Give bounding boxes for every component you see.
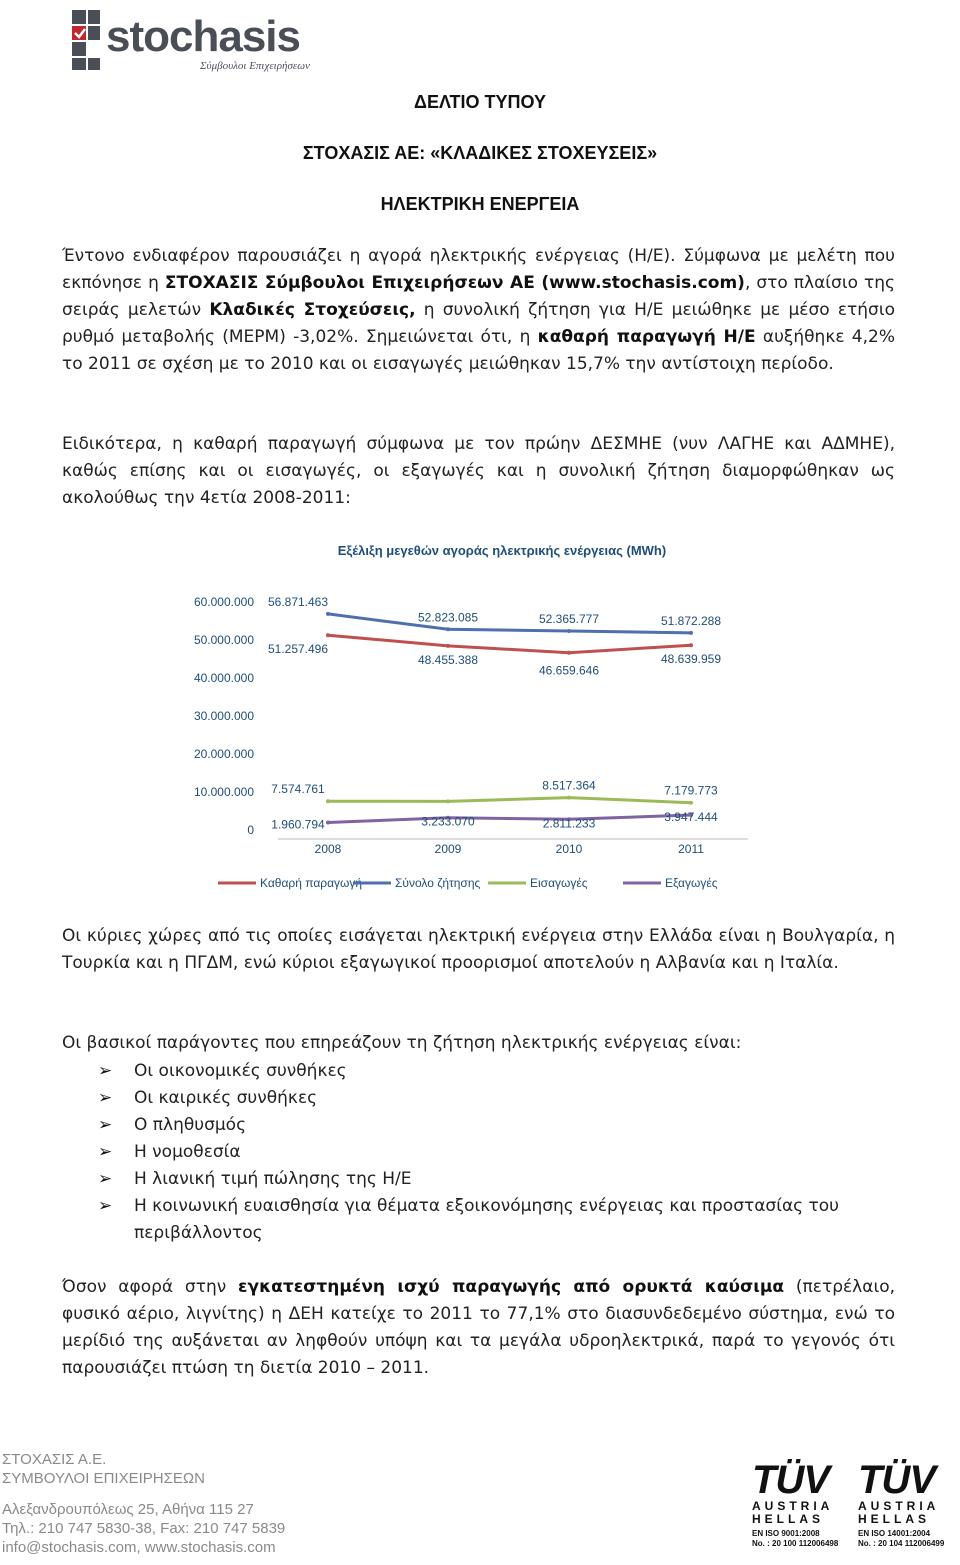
intro-text-4: αυξήθηκε 4,2% το 2011 σε σχέση με το 2010 και οι εισαγωγές μειώθηκαν 15,7% την αντίστοιχη περίοδο. (62, 327, 895, 374)
data-point (689, 631, 693, 635)
list-item (98, 1112, 895, 1139)
cert-standard: EN ISO 9001:2008 (752, 1529, 820, 1538)
series-line-4 (328, 815, 691, 823)
factors-list (98, 1058, 895, 1247)
footer-address: Αλεξανδρουπόλεως 25, Αθήνα 115 27 (2, 1501, 254, 1518)
cert-standard: EN ISO 14001:2004 (858, 1529, 931, 1538)
cert-number: No. : 20 100 112006498 (752, 1539, 839, 1548)
intro-net-production: καθαρή παραγωγή Η/Ε (537, 327, 756, 347)
data-label: 52.823.085 (417, 610, 479, 625)
arrow-bullet-icon: ➢ (98, 1115, 113, 1135)
cert-number: No. : 20 104 112006499 (858, 1539, 945, 1548)
data-point (326, 612, 330, 616)
arrow-bullet-icon: ➢ (98, 1142, 113, 1162)
footer-web: info@stochasis.com, www.stochasis.com (2, 1539, 276, 1556)
market-chart (180, 535, 780, 900)
cert-subtitle: AUSTRIA HELLAS (858, 1499, 939, 1526)
x-tick-label: 2008 (314, 842, 342, 856)
series-line-2 (328, 614, 691, 633)
capacity-paragraph (62, 1274, 895, 1382)
list-item-text: Η κοινωνική ευαισθησία για θέματα εξοικονόμησης ενέργειας και προστασίας του περιβάλλοντος (134, 1196, 840, 1243)
data-point (567, 629, 571, 633)
y-tick-label: 10.000.000 (193, 785, 254, 799)
intro-text-1: Έντονο ενδιαφέρον παρουσιάζει η αγορά ηλεκτρικής ενέργειας (Η/Ε). Σύμφωνα με μελέτη που εκπόνησε η (62, 246, 895, 293)
footer-tagline: ΣΥΜΒΟΥΛΟΙ ΕΠΙΧΕΙΡΗΣΕΩΝ (2, 1470, 205, 1487)
logo-wordmark: stochasis (106, 12, 300, 61)
footer-company: ΣΤΟΧΑΣΙΣ Α.Ε. (2, 1451, 107, 1468)
intro-text-2: , στο πλαίσιο της σειράς μελετών (62, 273, 895, 320)
legend-label: Εισαγωγές (530, 876, 588, 890)
data-point (567, 651, 571, 655)
data-label: 3.233.070 (421, 814, 475, 829)
data-label: 7.179.773 (664, 783, 718, 798)
data-label: 1.960.794 (271, 817, 325, 832)
data-label: 7.574.761 (271, 782, 325, 797)
y-tick-label: 20.000.000 (193, 747, 254, 761)
company-sector-title: ΣΤΟΧΑΣΙΣ ΑΕ: «ΚΛΑΔΙΚΕΣ ΣΤΟΧΕΥΣΕΙΣ» (302, 143, 658, 163)
list-item-text: Ο πληθυσμός (134, 1115, 247, 1135)
intro-series-name: Κλαδικές Στοχεύσεις, (209, 300, 416, 320)
logo-mark-icon (68, 8, 104, 72)
list-item-text: Οι καιρικές συνθήκες (134, 1088, 318, 1108)
capacity-highlight: εγκατεστημένη ισχύ παραγωγής από ορυκτά καύσιμα (238, 1277, 785, 1297)
legend-label: Σύνολο ζήτησης (395, 876, 481, 890)
data-point (446, 627, 450, 631)
tuv-logo: TÜV (752, 1458, 829, 1502)
tuv-logo: TÜV (858, 1458, 935, 1502)
x-tick-label: 2010 (555, 842, 583, 856)
chart-title: Εξέλιξη μεγεθών αγοράς ηλεκτρικής ενέργειας (MWh) (337, 543, 667, 558)
arrow-bullet-icon: ➢ (98, 1169, 113, 1189)
details-paragraph: Ειδικότερα, η καθαρή παραγωγή σύμφωνα με τον πρώην ΔΕΣΜΗΕ (νυν ΛΑΓΗΕ και ΑΔΜΗΕ), καθώς επίσης και οι εισαγωγές, οι εξαγωγές και η συνολική ζήτηση διαμορφώθηκαν ως ακολούθως την 4ετία 2008-2011: (62, 434, 895, 508)
list-item (98, 1166, 895, 1193)
list-item (98, 1193, 895, 1247)
countries-paragraph: Οι κύριες χώρες από τις οποίες εισάγεται ηλεκτρική ενέργεια στην Ελλάδα είναι η Βουλγαρία, η Τουρκία και η ΠΓΔΜ, ενώ κύριοι εξαγωγικοί προορισμοί αποτελούν η Αλβανία και η Ιταλία. (62, 926, 895, 973)
data-label: 46.659.646 (538, 663, 600, 678)
capacity-text-2: (πετρέλαιο, φυσικό αέριο, λιγνίτης) η ΔΕΗ κατείχε το 2011 το 77,1% στο διασυνδεδεμένο σύστημα, ενώ το μερίδιό της αυξάνεται αν ληφθούν υπόψη και τα μεγάλα υδροηλεκτρικά, παρά το γεγονός ότι παρουσιάζει πτώση τη διετία 2010 – 2011. (62, 1277, 896, 1378)
intro-company-link: ΣΤΟΧΑΣΙΣ Σύμβουλοι Επιχειρήσεων ΑΕ (www.stochasis.com) (164, 273, 745, 293)
y-tick-label: 50.000.000 (193, 633, 254, 647)
list-item (98, 1085, 895, 1112)
sector-title: ΗΛΕΚΤΡΙΚΗ ΕΝΕΡΓΕΙΑ (380, 194, 580, 214)
legend-label: Καθαρή παραγωγή (260, 876, 363, 890)
y-tick-label: 30.000.000 (193, 709, 254, 723)
data-label: 3.947.444 (664, 810, 718, 824)
list-item-text: Η νομοθεσία (134, 1142, 241, 1162)
data-point (689, 643, 693, 647)
data-label: 2.811.233 (542, 816, 596, 831)
tuv-cert-iso9001 (752, 1460, 852, 1560)
arrow-bullet-icon: ➢ (98, 1088, 113, 1108)
data-label: 51.872.288 (660, 613, 722, 628)
y-tick-label: 40.000.000 (193, 671, 254, 685)
tuv-cert-iso14001 (858, 1460, 958, 1560)
list-item (98, 1139, 895, 1166)
logo-subtitle: Σύμβουλοι Επιχειρήσεων (200, 60, 310, 72)
series-line-1 (328, 635, 691, 653)
press-release-title: ΔΕΛΤΙΟ ΤΥΠΟΥ (414, 92, 546, 112)
data-label: 8.517.364 (542, 778, 596, 793)
data-point (567, 796, 571, 800)
data-point (446, 644, 450, 648)
data-point (689, 801, 693, 805)
data-point (326, 821, 330, 825)
x-tick-label: 2009 (434, 842, 462, 856)
company-logo (68, 8, 328, 72)
list-item-text: Η λιανική τιμή πώλησης της Η/Ε (134, 1169, 412, 1189)
x-tick-label: 2011 (678, 842, 704, 856)
data-point (326, 633, 330, 637)
list-item-text: Οι οικονομικές συνθήκες (134, 1061, 347, 1081)
factors-intro: Οι βασικοί παράγοντες που επηρεάζουν τη ζήτηση ηλεκτρικής ενέργειας είναι: (62, 1033, 742, 1053)
data-label: 51.257.496 (267, 642, 329, 657)
legend-label: Εξαγωγές (665, 876, 718, 890)
data-label: 48.455.388 (417, 652, 479, 667)
intro-paragraph (62, 243, 895, 378)
series-line-3 (328, 798, 691, 803)
y-tick-label: 60.000.000 (193, 595, 254, 609)
capacity-text-1: Όσον αφορά στην (62, 1277, 239, 1297)
list-item (98, 1058, 895, 1085)
data-label: 56.871.463 (267, 594, 329, 609)
arrow-bullet-icon: ➢ (98, 1196, 113, 1216)
data-point (446, 799, 450, 803)
arrow-bullet-icon: ➢ (98, 1061, 113, 1081)
intro-text-3: η συνολική ζήτηση για Η/Ε μειώθηκε με μέσο ετήσιο ρυθμό μεταβολής (ΜΕΡΜ) -3,02%. Σημειώνεται ότι, η (62, 300, 895, 347)
y-tick-label: 0 (247, 823, 254, 837)
footer-contact (2, 1450, 285, 1557)
data-label: 48.639.959 (660, 652, 722, 667)
footer-phone: Τηλ.: 210 747 5830-38, Fax: 210 747 5839 (2, 1520, 286, 1537)
data-point (326, 799, 330, 803)
data-label: 52.365.777 (538, 612, 600, 626)
cert-subtitle: AUSTRIA HELLAS (752, 1499, 833, 1526)
